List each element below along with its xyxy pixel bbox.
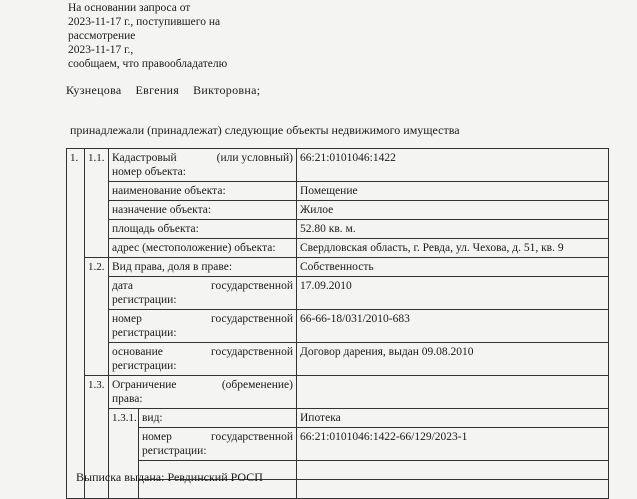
header-line-4: 2023-11-17 г.,: [68, 44, 134, 56]
reg-date-value: 17.09.2010: [297, 277, 609, 310]
object-name-label: наименование объекта:: [109, 182, 297, 201]
owner-middle-name: Викторовна;: [193, 83, 261, 97]
purpose-value: Жилое: [297, 201, 609, 220]
row-number-1-3-1: 1.3.1.: [109, 409, 139, 499]
table-row: [67, 239, 609, 258]
property-table: [66, 148, 609, 499]
table-row: [67, 201, 609, 220]
cadastral-value: 66:21:0101046:1422: [297, 149, 609, 182]
area-label: площадь объекта:: [109, 220, 297, 239]
table-row: [67, 428, 609, 461]
object-name-value: Помещение: [297, 182, 609, 201]
encumbrance-reg-number-value: 66:21:0101046:1422-66/129/2023-1: [297, 428, 609, 461]
address-value: Свердловская область, г. Ревда, ул. Чехова, д. 51, кв. 9: [297, 239, 609, 258]
row-number-1-2: 1.2.: [85, 258, 109, 376]
owner-first-name: Евгения: [135, 83, 180, 97]
table-row: [67, 376, 609, 409]
footer-text: Выписка выдана: Ревдинский РОСП: [76, 470, 263, 484]
table-row: [67, 310, 609, 343]
purpose-label: назначение объекта:: [109, 201, 297, 220]
intro-text: принадлежали (принадлежат) следующие объекты недвижимого имущества: [70, 123, 460, 137]
area-value: 52.80 кв. м.: [297, 220, 609, 239]
cadastral-label: Кадастровый (или условный) номер объекта:: [109, 149, 297, 182]
empty-cell: [297, 480, 609, 499]
header-line-1: На основании запроса от: [68, 2, 191, 14]
right-type-label: Вид права, доля в праве:: [109, 258, 297, 277]
reg-number-value: 66-66-18/031/2010-683: [297, 310, 609, 343]
table-row: [67, 343, 609, 376]
owner-name: [66, 83, 274, 98]
table-row: [67, 409, 609, 428]
table-row: [67, 277, 609, 310]
header-line-2: 2023-11-17 г., поступившего на: [68, 16, 221, 28]
reg-basis-label: основание государственной регистрации:: [109, 343, 297, 376]
owner-last-name: Кузнецова: [66, 83, 122, 97]
encumbrance-kind-value: Ипотека: [297, 409, 609, 428]
restriction-label: Ограничение (обременение) права:: [109, 376, 297, 409]
encumbrance-kind-label: вид:: [139, 409, 297, 428]
right-type-value: Собственность: [297, 258, 609, 277]
encumbrance-reg-number-label: номер государственной регистрации:: [139, 428, 297, 461]
address-label: адрес (местоположение) объекта:: [109, 239, 297, 258]
header-line-5: сообщаем, что правообладателю: [68, 58, 228, 70]
restriction-value: [297, 376, 609, 409]
header-line-3: рассмотрение: [68, 30, 136, 42]
reg-basis-value: Договор дарения, выдан 09.08.2010: [297, 343, 609, 376]
row-number-1-3: 1.3.: [85, 376, 109, 499]
row-number-1: 1.: [67, 149, 85, 499]
reg-date-label: дата государственной регистрации:: [109, 277, 297, 310]
table-row: [67, 182, 609, 201]
reg-number-label: номер государственной регистрации:: [109, 310, 297, 343]
table-row: [67, 220, 609, 239]
row-number-1-1: 1.1.: [85, 149, 109, 258]
table-row: [67, 149, 609, 182]
empty-cell: [297, 461, 609, 480]
table-row: [67, 258, 609, 277]
